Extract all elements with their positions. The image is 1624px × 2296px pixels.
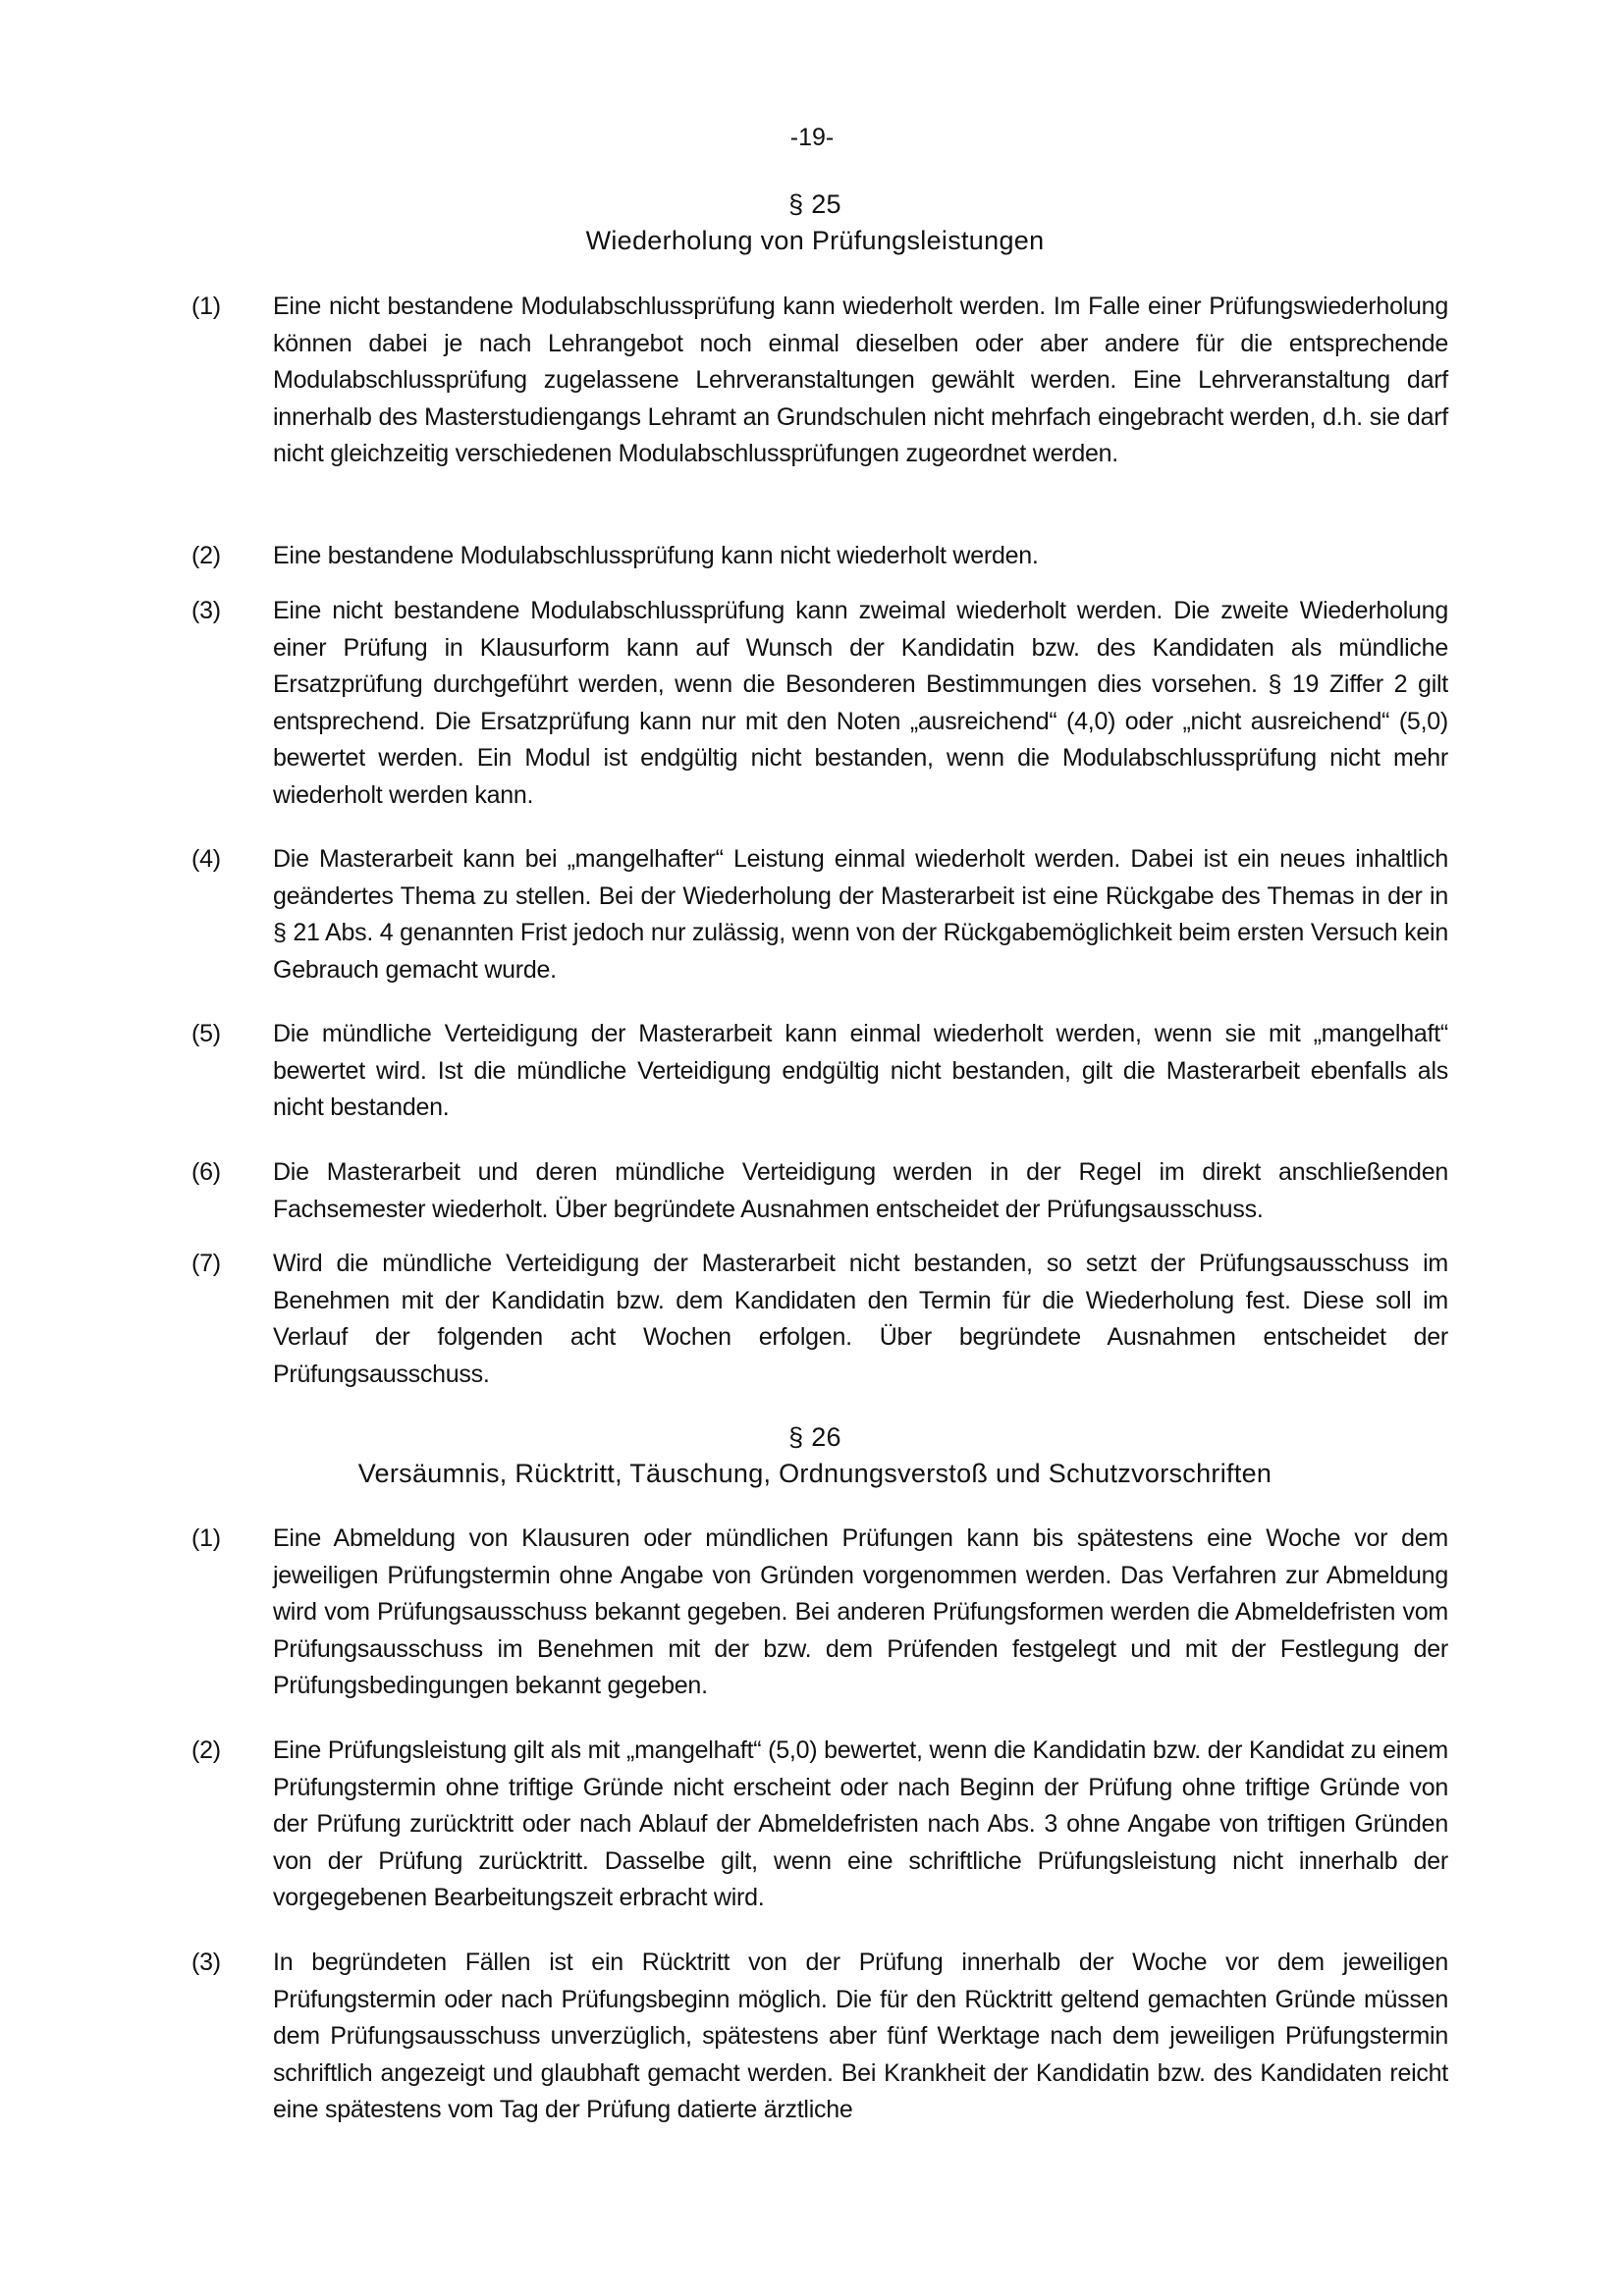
paragraph-25-2 — [191, 538, 1448, 575]
paragraph-text: Eine nicht bestandene Modulabschlussprüfung kann zweimal wiederholt werden. Die zweite Wiederholung einer Prüfung in Klausurform kann auf Wunsch der Kandidatin bzw. des Kandidaten als mündliche Ersatzprüfung durchgeführt werden, wenn die Besonderen Bestimmungen dies vorsehen. § 19 Ziffer 2 gilt entsprechend. Die Ersatzprüfung kann nur mit den Noten „ausreichend“ (4,0) oder „nicht ausreichend“ (5,0) bewertet werden. Ein Modul ist endgültig nicht bestanden, wenn die Modulabschlussprüfung nicht mehr wiederholt werden kann. — [273, 597, 1448, 809]
paragraph-25-5 — [191, 1016, 1448, 1127]
paragraph-text: Die Masterarbeit und deren mündliche Verteidigung werden in der Regel im direkt anschließenden Fachsemester wiederholt. Über begründete Ausnahmen entscheidet der Prüfungsausschuss. — [273, 1158, 1448, 1223]
paragraph-number: (4) — [191, 845, 221, 873]
paragraph-25-6 — [191, 1154, 1448, 1228]
section-number: § 25 — [788, 189, 841, 219]
paragraph-26-1 — [191, 1521, 1448, 1705]
paragraph-25-7 — [191, 1246, 1448, 1393]
paragraph-number: (1) — [191, 293, 221, 320]
paragraph-25-1 — [191, 289, 1448, 473]
paragraph-number: (7) — [191, 1250, 221, 1277]
paragraph-number: (2) — [191, 1736, 221, 1764]
paragraph-number: (5) — [191, 1020, 221, 1047]
paragraph-text: Eine nicht bestandene Modulabschlussprüfung kann wiederholt werden. Im Falle einer Prüfungswiederholung können dabei je nach Lehrangebot noch einmal dieselben oder aber andere für die entsprechende Modulabschlussprüfung zugelassene Lehrveranstaltungen gewählt werden. Eine Lehrveranstaltung darf innerhalb des Masterstudiengangs Lehramt an Grundschulen nicht mehrfach eingebracht werden, d.h. sie darf nicht gleichzeitig verschiedenen Modulabschlussprüfungen zugeordnet werden. — [273, 293, 1448, 467]
paragraph-25-4 — [191, 841, 1448, 988]
paragraph-number: (1) — [191, 1524, 221, 1552]
paragraph-number: (6) — [191, 1158, 221, 1186]
paragraph-text: In begründeten Fällen ist ein Rücktritt von der Prüfung innerhalb der Woche vor dem jeweiligen Prüfungstermin oder nach Prüfungsbeginn möglich. Die für den Rücktritt geltend gemachten Gründe müssen dem Prüfungsausschuss unverzüglich, spätestens aber fünf Werktage nach dem jeweiligen Prüfungstermin schriftlich angezeigt und glaubhaft gemacht werden. Bei Krankheit der Kandidatin bzw. des Kandidaten reicht eine spätestens vom Tag der Prüfung datierte ärztliche — [273, 1949, 1448, 2123]
paragraph-text: Eine bestandene Modulabschlussprüfung kann nicht wiederholt werden. — [273, 542, 1039, 569]
paragraph-26-3 — [191, 1945, 1448, 2129]
section-heading-25 — [177, 187, 1453, 259]
paragraph-text: Wird die mündliche Verteidigung der Masterarbeit nicht bestanden, so setzt der Prüfungsausschuss im Benehmen mit der Kandidatin bzw. dem Kandidaten den Termin für die Wiederholung fest. Diese soll im Verlauf der folgenden acht Wochen erfolgen. Über begründete Ausnahmen entscheidet der Prüfungsausschuss. — [273, 1250, 1448, 1388]
paragraph-number: (3) — [191, 597, 221, 624]
paragraph-text: Eine Prüfungsleistung gilt als mit „mangelhaft“ (5,0) bewertet, wenn die Kandidatin bzw. der Kandidat zu einem Prüfungstermin ohne triftige Gründe nicht erscheint oder nach Beginn der Prüfung ohne triftige Gründe von der Prüfung zurücktritt oder nach Ablauf der Abmeldefristen nach Abs. 3 ohne Angabe von triftigen Gründen von der Prüfung zurücktritt. Dasselbe gilt, wenn eine schriftliche Prüfungsleistung nicht innerhalb der vorgegebenen Bearbeitungszeit erbracht wird. — [273, 1736, 1448, 1911]
section-title: Wiederholung von Prüfungsleistungen — [585, 226, 1045, 255]
paragraph-text: Eine Abmeldung von Klausuren oder mündlichen Prüfungen kann bis spätestens eine Woche vor dem jeweiligen Prüfungstermin ohne Angabe von Gründen vorgenommen werden. Das Verfahren zur Abmeldung wird vom Prüfungsausschuss bekannt gegeben. Bei anderen Prüfungsformen werden die Abmeldefristen vom Prüfungsausschuss im Benehmen mit der bzw. dem Prüfenden festgelegt und mit der Festlegung der Prüfungsbedingungen bekannt gegeben. — [273, 1524, 1448, 1699]
section-number: § 26 — [788, 1422, 841, 1452]
paragraph-26-2 — [191, 1733, 1448, 1917]
page-number: -19- — [789, 124, 835, 151]
section-title: Versäumnis, Rücktritt, Täuschung, Ordnungsverstoß und Schutzvorschriften — [357, 1459, 1272, 1488]
paragraph-text: Die Masterarbeit kann bei „mangelhafter“ Leistung einmal wiederholt werden. Dabei ist ein neues inhaltlich geändertes Thema zu stellen. Bei der Wiederholung der Masterarbeit ist eine Rückgabe des Themas in der in § 21 Abs. 4 genannten Frist jedoch nur zulässig, wenn von der Rückgabemöglichkeit beim ersten Versuch kein Gebrauch gemacht wurde. — [273, 845, 1448, 984]
paragraph-number: (3) — [191, 1949, 221, 1976]
paragraph-number: (2) — [191, 542, 221, 569]
paragraph-text: Die mündliche Verteidigung der Masterarbeit kann einmal wiederholt werden, wenn sie mit „mangelhaft“ bewertet wird. Ist die mündliche Verteidigung endgültig nicht bestanden, gilt die Masterarbeit ebenfalls als nicht bestanden. — [273, 1020, 1448, 1121]
section-heading-26 — [177, 1419, 1453, 1492]
paragraph-25-3 — [191, 593, 1448, 814]
